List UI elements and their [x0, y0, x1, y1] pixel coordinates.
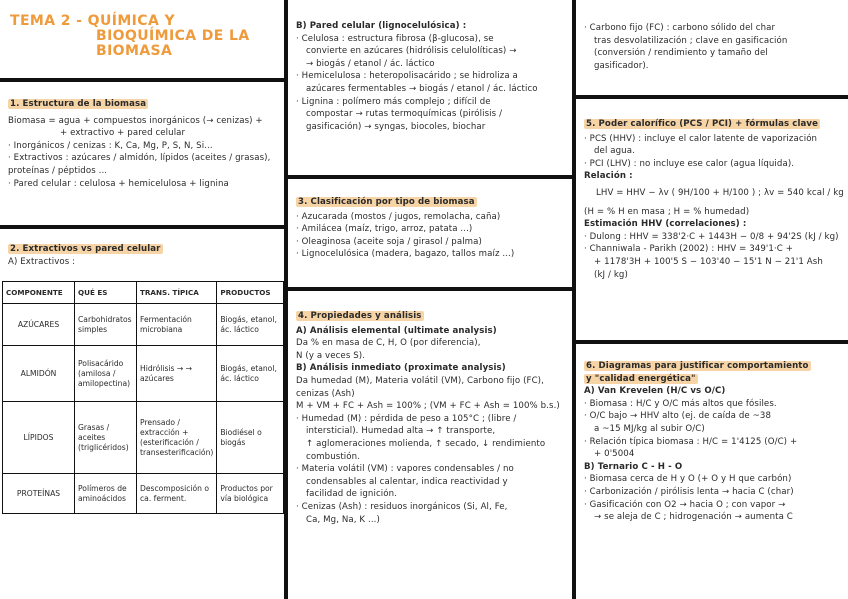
s5-line: Ca, Mg, Na, K ...) — [306, 514, 380, 525]
s8-line: · Gasificación con O2 → hacia O ; con vapor → — [584, 499, 786, 510]
s5-line: · Cenizas (Ash) : residuos inorgánicos (Si, Al, Fe, — [296, 501, 508, 512]
s5-line: N (y a veces S). — [296, 350, 366, 361]
divider-col3b — [574, 340, 848, 344]
section-estructura — [8, 98, 282, 222]
s4-line: · Lignocelulósica (madera, bagazo, tallos maíz ...) — [296, 249, 515, 260]
section-propiedades — [296, 310, 568, 596]
table-cell: ALMIDÓN — [3, 346, 75, 402]
table-cell: Fermentación microbiana — [137, 304, 217, 346]
section-2-heading: 2. Extractivos vs pared celular — [10, 244, 161, 254]
table-cell: Carbohidratos simples — [75, 304, 137, 346]
table-row — [3, 304, 284, 346]
s6-line: gasificador). — [594, 60, 649, 71]
s6-line: · Carbono fijo (FC) : carbono sólido del char — [584, 23, 776, 33]
table-cell: Polímeros de aminoácidos — [75, 474, 137, 514]
s5-line: cenizas (Ash) — [296, 388, 355, 399]
s1-line: · Extractivos : azúcares / almidón, lípidos (aceites / grasas), — [8, 153, 271, 164]
s8-line: a ~15 MJ/kg al subir O/C) — [594, 423, 705, 434]
s7-line: (H = % H en masa ; H = % humedad) — [584, 206, 750, 217]
table-row — [3, 402, 284, 474]
title-line-1: TEMA 2 - QUÍMICA Y — [10, 13, 175, 29]
s1-line: proteínas / péptidos ... — [8, 165, 108, 176]
s1-line: Biomasa = agua + compuestos inorgánicos (→ cenizas) + — [8, 115, 263, 126]
s3-line: · Celulosa : estructura fibrosa (β-glucosa), se — [296, 33, 494, 44]
s7-line: · PCI (LHV) : no incluye ese calor (agua líquida). — [584, 158, 795, 169]
s5-line: B) Análisis inmediato (proximate analysis) — [296, 363, 506, 374]
s5-line: condensables al calentar, indica reactividad y — [306, 476, 508, 487]
section-extractivos — [8, 243, 282, 279]
s8-line: · Biomasa cerca de H y O (+ O y H que carbón) — [584, 474, 792, 485]
s3-line: compostar → rutas termoquímicas (pirólisis / — [306, 109, 503, 120]
divider-col1 — [0, 225, 286, 229]
divider-title — [0, 78, 286, 82]
s3-line: gasificación) → syngas, biocoles, biochar — [306, 121, 486, 132]
section-6-heading: 6. Diagramas para justificar comportamiento — [586, 361, 809, 371]
s7-line: Estimación HHV (correlaciones) : — [584, 219, 747, 230]
section-poder-calorifico — [584, 118, 846, 338]
s7-line: · Dulong : HHV = 338'2·C + 1443H − 0/8 + 94'2S (kJ / kg) — [584, 231, 839, 242]
s2-subheading: A) Extractivos : — [8, 256, 76, 267]
column-divider-2 — [572, 0, 576, 599]
table-header: QUÉ ES — [75, 282, 137, 304]
s5-line: · Humedad (M) : pérdida de peso a 105°C ; (libre / — [296, 413, 517, 424]
divider-col2a — [286, 175, 574, 179]
s7-line: Relación : — [584, 171, 633, 182]
s3-line: · Hemicelulosa : heteropolisacárido ; se hidroliza a — [296, 71, 518, 82]
table-cell: AZÚCARES — [3, 304, 75, 346]
s6-line: (conversión / rendimiento y tamaño del — [594, 48, 768, 59]
s1-line: + extractivo + pared celular — [60, 128, 186, 139]
table-cell: Productos por vía biológica — [217, 474, 284, 514]
s5-line: M + VM + FC + Ash = 100% ; (VM + FC + Ash = 100% b.s.) — [296, 401, 560, 412]
s5-line: combustión. — [306, 451, 361, 462]
table-header: COMPONENTE — [3, 282, 75, 304]
table-cell: Prensado / extracción + (esterificación / transesterificación) — [137, 402, 217, 474]
table-cell: Hidrólisis → → azúcares — [137, 346, 217, 402]
lhv-formula: LHV = HHV − λv ( 9H/100 + H/100 ) ; λv = 540 kcal / kg — [596, 187, 844, 198]
table-cell: Grasas / aceites (triglicéridos) — [75, 402, 137, 474]
table-cell: Polisacárido (amilosa / amilopectina) — [75, 346, 137, 402]
s8-line: + 0'5004 — [594, 449, 635, 460]
table-header: TRANS. TÍPICA — [137, 282, 217, 304]
table-cell: Biogás, etanol, ác. láctico — [217, 304, 284, 346]
s5-line: ↑ aglomeraciones molienda, ↑ secado, ↓ rendimiento — [306, 438, 546, 449]
s5-line: A) Análisis elemental (ultimate analysis) — [296, 325, 497, 336]
s5-line: intersticial). Humedad alta → ↑ transporte, — [306, 426, 496, 437]
s7-line: del agua. — [594, 146, 635, 157]
s5-line: Da % en masa de C, H, O (por diferencia), — [296, 338, 481, 349]
divider-col3a — [574, 95, 848, 99]
s6-line: tras desvolatilización ; clave en gasificación — [594, 35, 788, 46]
components-table — [2, 281, 284, 514]
s1-line: · Inorgánicos / cenizas : K, Ca, Mg, P, S, N, Si... — [8, 140, 213, 151]
s8-line: A) Van Krevelen (H/C vs O/C) — [584, 386, 726, 397]
s1-line: · Pared celular : celulosa + hemicelulosa + lignina — [8, 178, 229, 189]
section-4-heading: 4. Propiedades y análisis — [298, 311, 422, 321]
s8-line: · Relación típica biomasa : H/C = 1'4125 (O/C) + — [584, 436, 798, 447]
section-pared-celular — [296, 20, 568, 172]
s5-line: Da humedad (M), Materia volátil (VM), Carbono fijo (FC), — [296, 375, 544, 386]
table-cell: Biodiésel o biogás — [217, 402, 284, 474]
s7-line: · PCS (HHV) : incluye el calor latente de vaporización — [584, 133, 818, 144]
section-1-heading: 1. Estructura de la biomasa — [10, 99, 147, 109]
s3-heading: B) Pared celular (lignocelulósica) : — [296, 21, 467, 31]
s5-line: facilidad de ignición. — [306, 489, 397, 500]
section-carbono-fijo — [584, 22, 844, 92]
s4-line: · Amilácea (maíz, trigo, arroz, patata ...) — [296, 224, 473, 235]
s5-line: · Materia volátil (VM) : vapores condensables / no — [296, 464, 514, 475]
section-diagramas — [584, 360, 846, 596]
s4-line: · Oleaginosa (aceite soja / girasol / palma) — [296, 236, 482, 247]
page-title — [10, 14, 280, 59]
section-5-heading: 5. Poder calorífico (PCS / PCI) + fórmulas clave — [586, 119, 819, 129]
title-line-3: BIOMASA — [96, 43, 173, 59]
section-clasificacion — [296, 196, 568, 284]
table-cell: Descomposición o ca. ferment. — [137, 474, 217, 514]
s3-line: → biogás / etanol / ác. láctico — [306, 58, 435, 69]
table-cell: PROTEÍNAS — [3, 474, 75, 514]
section-3-heading: 3. Clasificación por tipo de biomasa — [298, 197, 475, 207]
s3-line: azúcares fermentables → biogás / etanol / ác. láctico — [306, 83, 538, 94]
s3-line: convierte en azúcares (hidrólisis celulolíticas) → — [306, 46, 517, 57]
divider-col2b — [286, 287, 574, 291]
s8-line: · Carbonización / pirólisis lenta → hacia C (char) — [584, 486, 794, 497]
table-row — [3, 346, 284, 402]
table-row — [3, 474, 284, 514]
s8-line: · O/C bajo → HHV alto (ej. de caída de ~38 — [584, 411, 772, 422]
section-6-heading-2: y "calidad energética" — [586, 373, 696, 384]
table-header-row — [3, 282, 284, 304]
table-cell: LÍPIDOS — [3, 402, 75, 474]
s4-line: · Azucarada (mostos / jugos, remolacha, caña) — [296, 211, 501, 222]
s8-line: · Biomasa : H/C y O/C más altos que fósiles. — [584, 398, 777, 409]
s7-line: + 1178'3H + 100'5 S − 103'40 − 15'1 N − 21'1 Ash — [594, 256, 823, 267]
s8-line: B) Ternario C - H - O — [584, 461, 683, 472]
table-header: PRODUCTOS — [217, 282, 284, 304]
column-divider-1 — [284, 0, 288, 599]
s7-line: (kJ / kg) — [594, 269, 628, 280]
s3-line: · Lignina : polímero más complejo ; difícil de — [296, 96, 491, 107]
title-line-2: BIOQUÍMICA DE LA — [96, 28, 250, 44]
s7-line: · Channiwala - Parikh (2002) : HHV = 349'1·C + — [584, 244, 794, 255]
s8-line: → se aleja de C ; hidrogenación → aumenta C — [594, 512, 793, 523]
table-cell: Biogás, etanol, ác. láctico — [217, 346, 284, 402]
